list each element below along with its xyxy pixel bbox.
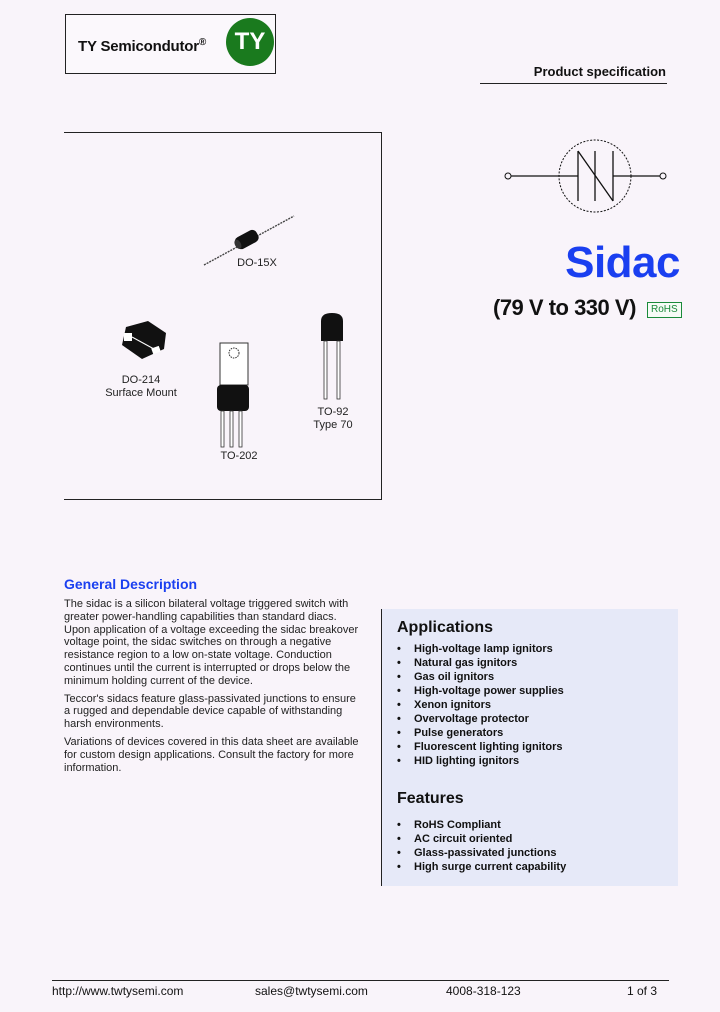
footer-website-link[interactable]: http://www.twtysemi.com: [52, 984, 184, 998]
product-title: Sidac: [565, 238, 680, 287]
list-item: [382, 670, 672, 684]
bullet-icon: •: [397, 755, 401, 767]
list-item-text: RoHS Compliant: [414, 819, 501, 831]
list-item-text: HID lighting ignitors: [414, 755, 520, 767]
package-illustrations-frame: [64, 132, 382, 500]
to92-label-line-1: TO-92: [317, 406, 349, 418]
list-item: [382, 818, 672, 832]
registered-mark: ®: [198, 37, 207, 48]
rohs-badge: RoHS: [647, 302, 682, 318]
list-item-text: Xenon ignitors: [414, 699, 491, 711]
list-item-text: Fluorescent lighting ignitors: [414, 741, 563, 753]
list-item-text: Pulse generators: [414, 727, 504, 739]
list-item-text: Natural gas ignitors: [414, 657, 518, 669]
bullet-icon: •: [397, 741, 401, 753]
bullet-icon: •: [397, 657, 401, 669]
bullet-icon: •: [397, 699, 401, 711]
bullet-icon: •: [397, 727, 401, 739]
list-item: [382, 712, 672, 726]
applications-heading: Applications: [397, 619, 494, 636]
footer-phone: 4008-318-123: [446, 984, 521, 998]
bullet-icon: •: [397, 713, 401, 725]
to202-label: [214, 450, 264, 463]
list-item-text: High surge current capability: [414, 861, 567, 873]
features-heading: Features: [397, 790, 464, 807]
doc-type-label: Product specification: [533, 64, 666, 79]
list-item: [382, 698, 672, 712]
description-paragraph-1: The sidac is a silicon bilateral voltage triggered switch with greater power-handling capabilities than standard diacs. Upon application of a voltage exceeding the sidac breakover voltage point, the sidac switches on through a negative resistance region to a low on-state voltage. Conduction continues until the current is interrupted or drops below the minimum holding current of the device.: [64, 598, 359, 687]
to92-label: [308, 406, 358, 432]
description-paragraph-2: Teccor's sidacs feature glass-passivated junctions to ensure a rugged and dependable device capable of withstanding harsh environments.: [64, 692, 356, 731]
to202-package-icon: [216, 341, 256, 451]
do15x-label: [232, 257, 282, 270]
list-item: [382, 832, 672, 846]
do214-label-line-2: Surface Mount: [105, 387, 177, 399]
sidac-symbol-icon: [500, 130, 680, 225]
to202-label-line: TO-202: [220, 450, 258, 462]
list-item: [382, 740, 672, 754]
list-item: [382, 846, 672, 860]
to92-label-line-2: Type 70: [313, 419, 353, 431]
bullet-icon: •: [397, 833, 401, 845]
list-item-text: High-voltage lamp ignitors: [414, 643, 553, 655]
bullet-icon: •: [397, 671, 401, 683]
list-item-text: High-voltage power supplies: [414, 685, 564, 697]
logo-initials: TY: [234, 28, 266, 55]
company-name: [78, 37, 206, 55]
applications-list: [382, 642, 672, 768]
footer-divider: [52, 980, 669, 981]
to92-package-icon: [318, 311, 348, 401]
list-item: [382, 642, 672, 656]
list-item: [382, 684, 672, 698]
footer-email-link[interactable]: sales@twtysemi.com: [255, 984, 368, 998]
features-list: [382, 818, 672, 874]
do214-label: [96, 374, 186, 400]
company-name-text: TY Semicondutor: [78, 38, 199, 55]
do15x-label-line: DO-15X: [237, 257, 277, 269]
do214-label-line-1: DO-214: [121, 374, 161, 386]
company-logo-box: [65, 14, 276, 74]
bullet-icon: •: [397, 685, 401, 697]
list-item: [382, 726, 672, 740]
bullet-icon: •: [397, 643, 401, 655]
description-paragraph-3: Variations of devices covered in this data sheet are available for custom design applications. Consult the factory for more information.: [64, 735, 359, 774]
bullet-icon: •: [397, 861, 401, 873]
list-item: [382, 754, 672, 768]
list-item-text: Glass-passivated junctions: [414, 847, 557, 859]
header-divider: [480, 83, 667, 84]
do214-package-icon: [118, 321, 168, 361]
general-description-body: [64, 598, 364, 779]
footer-page-number: 1 of 3: [627, 984, 658, 998]
list-item: [382, 656, 672, 670]
bullet-icon: •: [397, 819, 401, 831]
applications-features-panel: [381, 609, 678, 886]
list-item: [382, 860, 672, 874]
list-item-text: Overvoltage protector: [414, 713, 529, 725]
logo-emblem-icon: [226, 18, 274, 66]
general-description-heading: General Description: [64, 576, 198, 592]
bullet-icon: •: [397, 847, 401, 859]
list-item-text: Gas oil ignitors: [414, 671, 495, 683]
list-item-text: AC circuit oriented: [414, 833, 513, 845]
voltage-range: (79 V to 330 V): [493, 295, 636, 320]
